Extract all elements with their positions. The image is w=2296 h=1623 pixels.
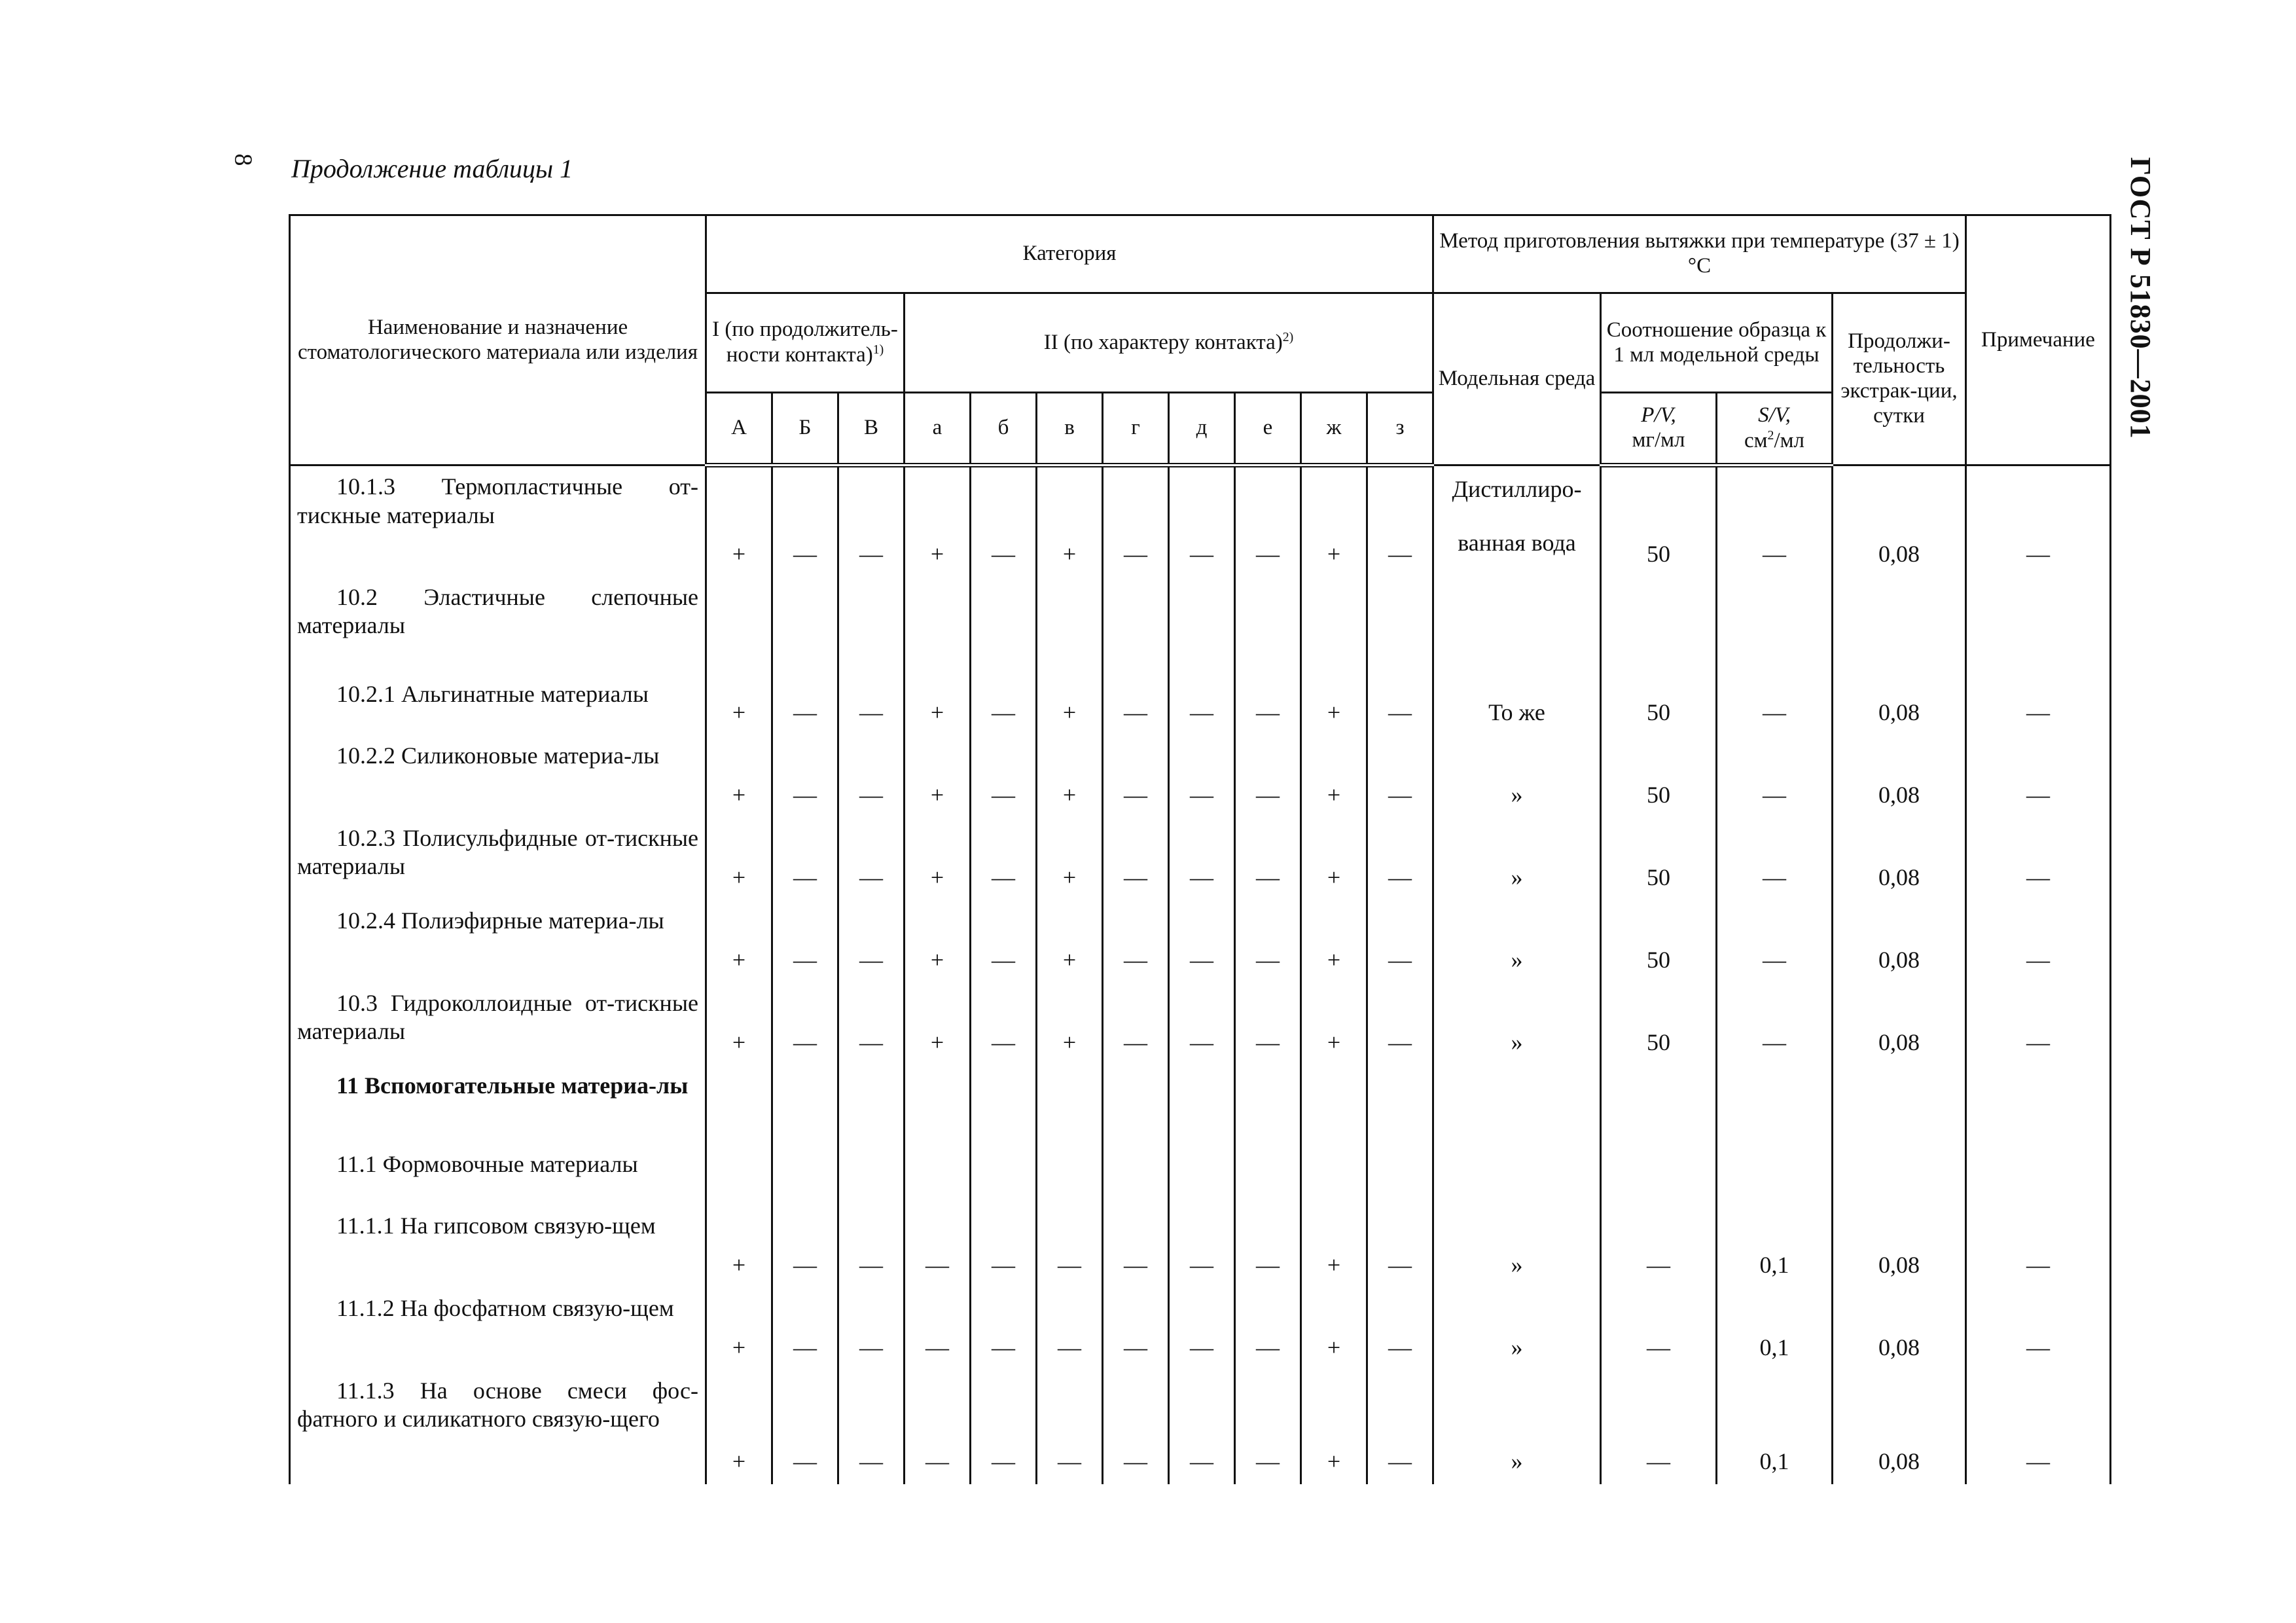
header-note: Примечание bbox=[1966, 215, 2111, 465]
category-cell: — bbox=[838, 1288, 905, 1370]
table-row bbox=[290, 674, 2111, 735]
note-cell bbox=[1966, 577, 2111, 674]
category-cell bbox=[1235, 1144, 1301, 1205]
header-category: Категория bbox=[706, 215, 1433, 293]
category-cell: — bbox=[1037, 1288, 1103, 1370]
medium-cell bbox=[1433, 735, 1601, 818]
category-cell: + bbox=[706, 1288, 772, 1370]
category-cell bbox=[1103, 577, 1169, 674]
category-cell bbox=[1367, 1144, 1433, 1205]
header-subcol: в bbox=[1037, 393, 1103, 465]
category-cell: + bbox=[706, 983, 772, 1065]
category-cell: — bbox=[1037, 1205, 1103, 1288]
category-cell: + bbox=[1037, 674, 1103, 735]
category-cell bbox=[772, 1144, 838, 1205]
table-row bbox=[290, 1205, 2111, 1288]
note-cell bbox=[1966, 1065, 2111, 1144]
duration-cell bbox=[1833, 1144, 1966, 1205]
category-cell bbox=[1235, 577, 1301, 674]
sv-cell bbox=[1717, 1144, 1833, 1205]
table-row bbox=[290, 1144, 2111, 1205]
category-cell: — bbox=[772, 818, 838, 900]
table-row bbox=[290, 577, 2111, 674]
header-cat2-text: II (по характеру контакта) bbox=[1043, 331, 1283, 355]
category-cell: + bbox=[1037, 818, 1103, 900]
medium-text: » bbox=[1511, 1251, 1523, 1278]
category-cell bbox=[1301, 1144, 1367, 1205]
category-cell: — bbox=[838, 1205, 905, 1288]
duration-cell: 0,08 bbox=[1833, 465, 1966, 577]
category-cell: — bbox=[1367, 1205, 1433, 1288]
duration-cell: 0,08 bbox=[1833, 735, 1966, 818]
category-cell: + bbox=[1301, 818, 1367, 900]
sv-cell: — bbox=[1717, 900, 1833, 983]
duration-cell: 0,08 bbox=[1833, 1370, 1966, 1484]
category-cell: — bbox=[1169, 818, 1235, 900]
material-name-text: 11.1.1 На гипсовом связую-щем bbox=[336, 1212, 656, 1239]
category-cell: + bbox=[1301, 900, 1367, 983]
sv-cell: 0,1 bbox=[1717, 1370, 1833, 1484]
category-cell: — bbox=[1367, 674, 1433, 735]
header-ratio: Соотношение образца к 1 мл модельной среды bbox=[1601, 293, 1833, 393]
category-cell: + bbox=[905, 818, 971, 900]
category-cell: + bbox=[706, 900, 772, 983]
category-cell bbox=[1169, 1065, 1235, 1144]
materials-table bbox=[289, 214, 2111, 1484]
category-cell bbox=[706, 1065, 772, 1144]
category-cell bbox=[905, 1065, 971, 1144]
category-cell: + bbox=[905, 465, 971, 577]
note-cell bbox=[1966, 1144, 2111, 1205]
category-cell bbox=[1367, 577, 1433, 674]
category-cell: — bbox=[1169, 1370, 1235, 1484]
pv-cell: 50 bbox=[1601, 735, 1717, 818]
note-cell: — bbox=[1966, 674, 2111, 735]
material-name-text: 11.1.2 На фосфатном связую-щем bbox=[336, 1294, 674, 1321]
sv-cell: 0,1 bbox=[1717, 1205, 1833, 1288]
pv-cell: 50 bbox=[1601, 983, 1717, 1065]
category-cell bbox=[706, 1144, 772, 1205]
category-cell: + bbox=[1301, 1288, 1367, 1370]
medium-cell bbox=[1433, 1065, 1601, 1144]
header-subcol: г bbox=[1103, 393, 1169, 465]
header-subcol: В bbox=[838, 393, 905, 465]
note-cell: — bbox=[1966, 465, 2111, 577]
material-name bbox=[290, 1205, 706, 1288]
category-cell bbox=[1037, 577, 1103, 674]
header-medium: Модельная среда bbox=[1433, 293, 1601, 465]
header-subcol: ж bbox=[1301, 393, 1367, 465]
header-subcol: з bbox=[1367, 393, 1433, 465]
sv-cell: — bbox=[1717, 465, 1833, 577]
medium-cell bbox=[1433, 818, 1601, 900]
medium-text: » bbox=[1511, 1448, 1523, 1474]
material-name-text: 10.2.2 Силиконовые материа-лы bbox=[336, 742, 660, 769]
category-cell: + bbox=[706, 735, 772, 818]
category-cell: — bbox=[838, 465, 905, 577]
sv-cell: — bbox=[1717, 818, 1833, 900]
header-sv-unit-sup: 2 bbox=[1767, 428, 1774, 443]
category-cell: — bbox=[1103, 1370, 1169, 1484]
header-sv bbox=[1717, 393, 1833, 465]
table-row bbox=[290, 1370, 2111, 1484]
category-cell: + bbox=[706, 674, 772, 735]
note-cell: — bbox=[1966, 818, 2111, 900]
header-name: Наименование и назначение стоматологического материала или изделия bbox=[290, 215, 706, 465]
medium-text: » bbox=[1511, 781, 1523, 808]
header-sv-unit-a: см bbox=[1744, 428, 1768, 452]
category-cell: — bbox=[1103, 674, 1169, 735]
category-cell: + bbox=[1301, 1205, 1367, 1288]
category-cell: — bbox=[772, 1370, 838, 1484]
category-cell: — bbox=[1103, 465, 1169, 577]
category-cell bbox=[1103, 1065, 1169, 1144]
header-pv-unit: мг/мл bbox=[1632, 428, 1685, 452]
header-cat1 bbox=[706, 293, 905, 393]
category-cell: — bbox=[971, 1205, 1037, 1288]
category-cell: — bbox=[971, 900, 1037, 983]
category-cell: + bbox=[1301, 735, 1367, 818]
category-cell: + bbox=[1037, 983, 1103, 1065]
category-cell: — bbox=[1235, 1370, 1301, 1484]
category-cell: — bbox=[1367, 900, 1433, 983]
category-cell: — bbox=[1235, 735, 1301, 818]
material-name bbox=[290, 1144, 706, 1205]
material-name bbox=[290, 983, 706, 1065]
category-cell bbox=[772, 577, 838, 674]
category-cell: + bbox=[1037, 465, 1103, 577]
category-cell bbox=[1103, 1144, 1169, 1205]
category-cell: + bbox=[905, 983, 971, 1065]
category-cell: — bbox=[1169, 900, 1235, 983]
category-cell: — bbox=[971, 1288, 1037, 1370]
header-subcol: Б bbox=[772, 393, 838, 465]
category-cell: — bbox=[971, 674, 1037, 735]
material-name bbox=[290, 1288, 706, 1370]
category-cell: — bbox=[971, 465, 1037, 577]
category-cell bbox=[971, 1144, 1037, 1205]
category-cell: — bbox=[1367, 465, 1433, 577]
table-row bbox=[290, 735, 2111, 818]
table-row bbox=[290, 465, 2111, 577]
category-cell: — bbox=[1103, 900, 1169, 983]
category-cell: — bbox=[838, 735, 905, 818]
material-name-text: 10.2 Эластичные слепочные материалы bbox=[297, 583, 698, 639]
sv-cell: — bbox=[1717, 983, 1833, 1065]
medium-cell bbox=[1433, 577, 1601, 674]
category-cell bbox=[838, 1065, 905, 1144]
medium-text-top: Дистиллиро- bbox=[1452, 476, 1582, 502]
table-row bbox=[290, 983, 2111, 1065]
medium-text: » bbox=[1511, 864, 1523, 890]
note-cell: — bbox=[1966, 1370, 2111, 1484]
category-cell: — bbox=[1037, 1370, 1103, 1484]
category-cell: — bbox=[971, 818, 1037, 900]
category-cell: + bbox=[1037, 900, 1103, 983]
category-cell: — bbox=[772, 735, 838, 818]
category-cell: — bbox=[1235, 1288, 1301, 1370]
category-cell: — bbox=[772, 674, 838, 735]
category-cell: — bbox=[838, 1370, 905, 1484]
header-cat2-sup: 2) bbox=[1282, 330, 1294, 345]
category-cell bbox=[971, 577, 1037, 674]
category-cell: + bbox=[1301, 674, 1367, 735]
category-cell bbox=[1169, 1144, 1235, 1205]
medium-cell bbox=[1433, 1288, 1601, 1370]
category-cell: — bbox=[1235, 818, 1301, 900]
category-cell: — bbox=[838, 674, 905, 735]
category-cell bbox=[772, 1065, 838, 1144]
category-cell: — bbox=[1169, 1288, 1235, 1370]
material-name bbox=[290, 465, 706, 577]
sv-cell bbox=[1717, 577, 1833, 674]
category-cell bbox=[1301, 1065, 1367, 1144]
category-cell: — bbox=[838, 900, 905, 983]
material-name bbox=[290, 735, 706, 818]
category-cell: + bbox=[905, 674, 971, 735]
header-sv-unit-b: /мл bbox=[1774, 428, 1804, 452]
table-row bbox=[290, 1065, 2111, 1144]
material-name bbox=[290, 900, 706, 983]
category-cell bbox=[905, 577, 971, 674]
category-cell: — bbox=[838, 983, 905, 1065]
note-cell: — bbox=[1966, 1205, 2111, 1288]
standard-title: ГОСТ Р 51830—2001 bbox=[2125, 157, 2157, 439]
sv-cell bbox=[1717, 1065, 1833, 1144]
pv-cell: 50 bbox=[1601, 674, 1717, 735]
category-cell: — bbox=[905, 1370, 971, 1484]
medium-cell bbox=[1433, 1205, 1601, 1288]
category-cell: — bbox=[772, 1205, 838, 1288]
category-cell: — bbox=[1103, 1205, 1169, 1288]
category-cell: — bbox=[971, 735, 1037, 818]
medium-text: » bbox=[1511, 1029, 1523, 1055]
material-name-text: 10.3 Гидроколлоидные от-тискные материалы bbox=[297, 989, 698, 1045]
header-subcol: е bbox=[1235, 393, 1301, 465]
sv-cell: — bbox=[1717, 735, 1833, 818]
material-name-text: 11.1 Формовочные материалы bbox=[336, 1150, 638, 1177]
category-cell bbox=[1037, 1065, 1103, 1144]
material-name bbox=[290, 577, 706, 674]
category-cell bbox=[905, 1144, 971, 1205]
medium-cell bbox=[1433, 900, 1601, 983]
sv-cell: 0,1 bbox=[1717, 1288, 1833, 1370]
header-cat1-sup: 1) bbox=[872, 342, 884, 357]
category-cell bbox=[971, 1065, 1037, 1144]
category-cell: + bbox=[1037, 735, 1103, 818]
header-duration: Продолжи-тельность экстрак-ции, сутки bbox=[1833, 293, 1966, 465]
medium-cell bbox=[1433, 465, 1601, 577]
table-caption: Продолжение таблицы 1 bbox=[291, 154, 573, 183]
duration-cell bbox=[1833, 1065, 1966, 1144]
note-cell: — bbox=[1966, 1288, 2111, 1370]
category-cell: — bbox=[1367, 1370, 1433, 1484]
pv-cell bbox=[1601, 1065, 1717, 1144]
category-cell bbox=[838, 1144, 905, 1205]
category-cell: + bbox=[706, 1205, 772, 1288]
category-cell: — bbox=[1169, 674, 1235, 735]
note-cell: — bbox=[1966, 900, 2111, 983]
material-name-text: 10.2.1 Альгинатные материалы bbox=[336, 680, 649, 707]
note-cell: — bbox=[1966, 735, 2111, 818]
category-cell bbox=[838, 577, 905, 674]
category-cell: — bbox=[1169, 735, 1235, 818]
category-cell bbox=[1169, 577, 1235, 674]
duration-cell: 0,08 bbox=[1833, 900, 1966, 983]
category-cell: — bbox=[1235, 1205, 1301, 1288]
category-cell: — bbox=[1169, 1205, 1235, 1288]
category-cell: — bbox=[1235, 465, 1301, 577]
note-cell: — bbox=[1966, 983, 2111, 1065]
medium-cell bbox=[1433, 983, 1601, 1065]
duration-cell bbox=[1833, 577, 1966, 674]
duration-cell: 0,08 bbox=[1833, 1205, 1966, 1288]
duration-cell: 0,08 bbox=[1833, 983, 1966, 1065]
category-cell: — bbox=[1103, 1288, 1169, 1370]
category-cell: — bbox=[1367, 818, 1433, 900]
category-cell: — bbox=[1169, 465, 1235, 577]
header-subcol: д bbox=[1169, 393, 1235, 465]
category-cell: — bbox=[971, 1370, 1037, 1484]
table-row bbox=[290, 818, 2111, 900]
medium-cell bbox=[1433, 674, 1601, 735]
header-subcol: б bbox=[971, 393, 1037, 465]
pv-cell: — bbox=[1601, 1370, 1717, 1484]
sv-cell: — bbox=[1717, 674, 1833, 735]
medium-text: » bbox=[1511, 1334, 1523, 1360]
header-cat2 bbox=[905, 293, 1433, 393]
category-cell: + bbox=[706, 465, 772, 577]
category-cell: — bbox=[772, 465, 838, 577]
pv-cell: 50 bbox=[1601, 900, 1717, 983]
category-cell: — bbox=[1103, 735, 1169, 818]
category-cell: — bbox=[1367, 735, 1433, 818]
category-cell: — bbox=[1235, 674, 1301, 735]
pv-cell: 50 bbox=[1601, 818, 1717, 900]
header-method: Метод приготовления вытяжки при температуре (37 ± 1) °С bbox=[1433, 215, 1966, 293]
material-name-text: 10.2.3 Полисульфидные от-тискные материалы bbox=[297, 824, 698, 880]
header-cat1-text: I (по продолжитель-ности контакта) bbox=[712, 318, 898, 367]
category-cell: — bbox=[838, 818, 905, 900]
medium-cell bbox=[1433, 1144, 1601, 1205]
header-pv-label: P/V, bbox=[1641, 403, 1676, 428]
pv-cell: — bbox=[1601, 1288, 1717, 1370]
category-cell: — bbox=[1367, 1288, 1433, 1370]
material-name-text: 10.2.4 Полиэфирные материа-лы bbox=[336, 907, 664, 934]
material-name-text: 10.1.3 Термопластичные от-тискные материалы bbox=[297, 473, 698, 528]
material-name bbox=[290, 1370, 706, 1484]
material-name bbox=[290, 674, 706, 735]
category-cell: + bbox=[1301, 983, 1367, 1065]
material-name-text: 11.1.3 На основе смеси фос-фатного и силикатного связую-щего bbox=[297, 1377, 698, 1432]
medium-text: ванная вода bbox=[1458, 529, 1576, 556]
material-name bbox=[290, 1065, 706, 1144]
category-cell: — bbox=[1169, 983, 1235, 1065]
category-cell: — bbox=[1103, 818, 1169, 900]
medium-cell bbox=[1433, 1370, 1601, 1484]
category-cell: + bbox=[1301, 465, 1367, 577]
pv-cell: 50 bbox=[1601, 465, 1717, 577]
material-name-text: 11 Вспомогательные материа-лы bbox=[336, 1072, 689, 1099]
pv-cell bbox=[1601, 577, 1717, 674]
category-cell: — bbox=[1235, 983, 1301, 1065]
medium-text: » bbox=[1511, 946, 1523, 973]
category-cell: — bbox=[772, 1288, 838, 1370]
duration-cell: 0,08 bbox=[1833, 818, 1966, 900]
page-number: 8 bbox=[229, 153, 257, 166]
category-cell: — bbox=[772, 983, 838, 1065]
category-cell: — bbox=[971, 983, 1037, 1065]
duration-cell: 0,08 bbox=[1833, 674, 1966, 735]
category-cell bbox=[1037, 1144, 1103, 1205]
medium-text: То же bbox=[1488, 699, 1545, 725]
category-cell bbox=[1367, 1065, 1433, 1144]
category-cell: — bbox=[1103, 983, 1169, 1065]
category-cell: + bbox=[706, 1370, 772, 1484]
category-cell: — bbox=[1367, 983, 1433, 1065]
category-cell: — bbox=[772, 900, 838, 983]
header-pv bbox=[1601, 393, 1717, 465]
pv-cell bbox=[1601, 1144, 1717, 1205]
category-cell bbox=[706, 577, 772, 674]
category-cell: — bbox=[905, 1205, 971, 1288]
category-cell: + bbox=[1301, 1370, 1367, 1484]
header-subcol: а bbox=[905, 393, 971, 465]
category-cell: + bbox=[706, 818, 772, 900]
pv-cell: — bbox=[1601, 1205, 1717, 1288]
category-cell: + bbox=[905, 735, 971, 818]
category-cell bbox=[1235, 1065, 1301, 1144]
header-subcol: А bbox=[706, 393, 772, 465]
category-cell bbox=[1301, 577, 1367, 674]
category-cell: + bbox=[905, 900, 971, 983]
category-cell: — bbox=[1235, 900, 1301, 983]
duration-cell: 0,08 bbox=[1833, 1288, 1966, 1370]
category-cell: — bbox=[905, 1288, 971, 1370]
table-row bbox=[290, 1288, 2111, 1370]
header-sv-label: S/V, bbox=[1758, 403, 1791, 427]
material-name bbox=[290, 818, 706, 900]
table-row bbox=[290, 900, 2111, 983]
